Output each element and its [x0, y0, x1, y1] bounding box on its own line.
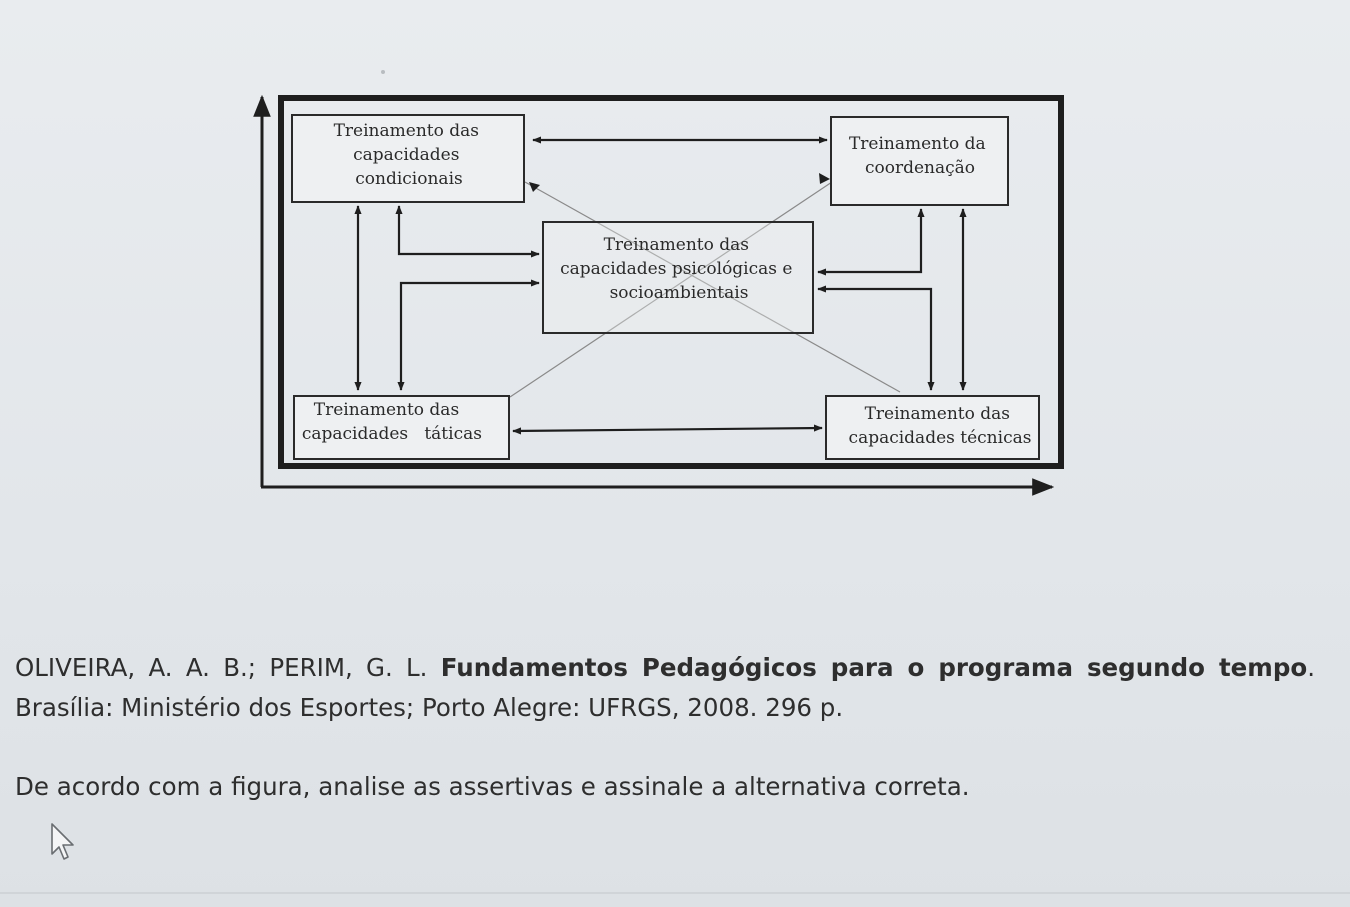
- citation-title-period: .: [1307, 653, 1315, 682]
- citation-details: Brasília: Ministério dos Esportes; Porto Alegre: UFRGS, 2008. 296 p.: [15, 693, 844, 722]
- mouse-pointer-icon: [50, 822, 78, 866]
- speck: [381, 70, 385, 74]
- node-condicionais-label: Treinamento das capacidades condicionais: [333, 121, 479, 189]
- reference-citation: [15, 648, 1315, 728]
- citation-title: Fundamentos Pedagógicos para o programa segundo tempo: [440, 653, 1308, 682]
- citation-authors: OLIVEIRA, A. A. B.; PERIM, G. L.: [15, 653, 441, 682]
- question-prompt: De acordo com a figura, analise as assertivas e assinale a alternativa correta.: [15, 772, 970, 801]
- arrow-taticas-tecnicas: [513, 428, 822, 431]
- node-taticas-label: Treinamento das capacidades táticas: [301, 400, 482, 444]
- arrow-psicologicas-condicionais: [399, 206, 539, 254]
- arrow-psicologicas-coordenacao: [818, 209, 921, 272]
- node-tecnicas-label: Treinamento das capacidades técnicas: [848, 404, 1032, 448]
- node-coordenacao-label: Treinamento da coordenação: [848, 134, 986, 178]
- arrow-psicologicas-taticas: [401, 283, 539, 390]
- arrow-psicologicas-tecnicas: [818, 289, 931, 390]
- diagonal-arrowhead: [529, 182, 540, 192]
- diagonal-arrowhead: [819, 173, 830, 184]
- bottom-divider: [0, 892, 1350, 894]
- node-psicologicas-label: Treinamento das capacidades psicológicas e socioambientais: [560, 235, 793, 303]
